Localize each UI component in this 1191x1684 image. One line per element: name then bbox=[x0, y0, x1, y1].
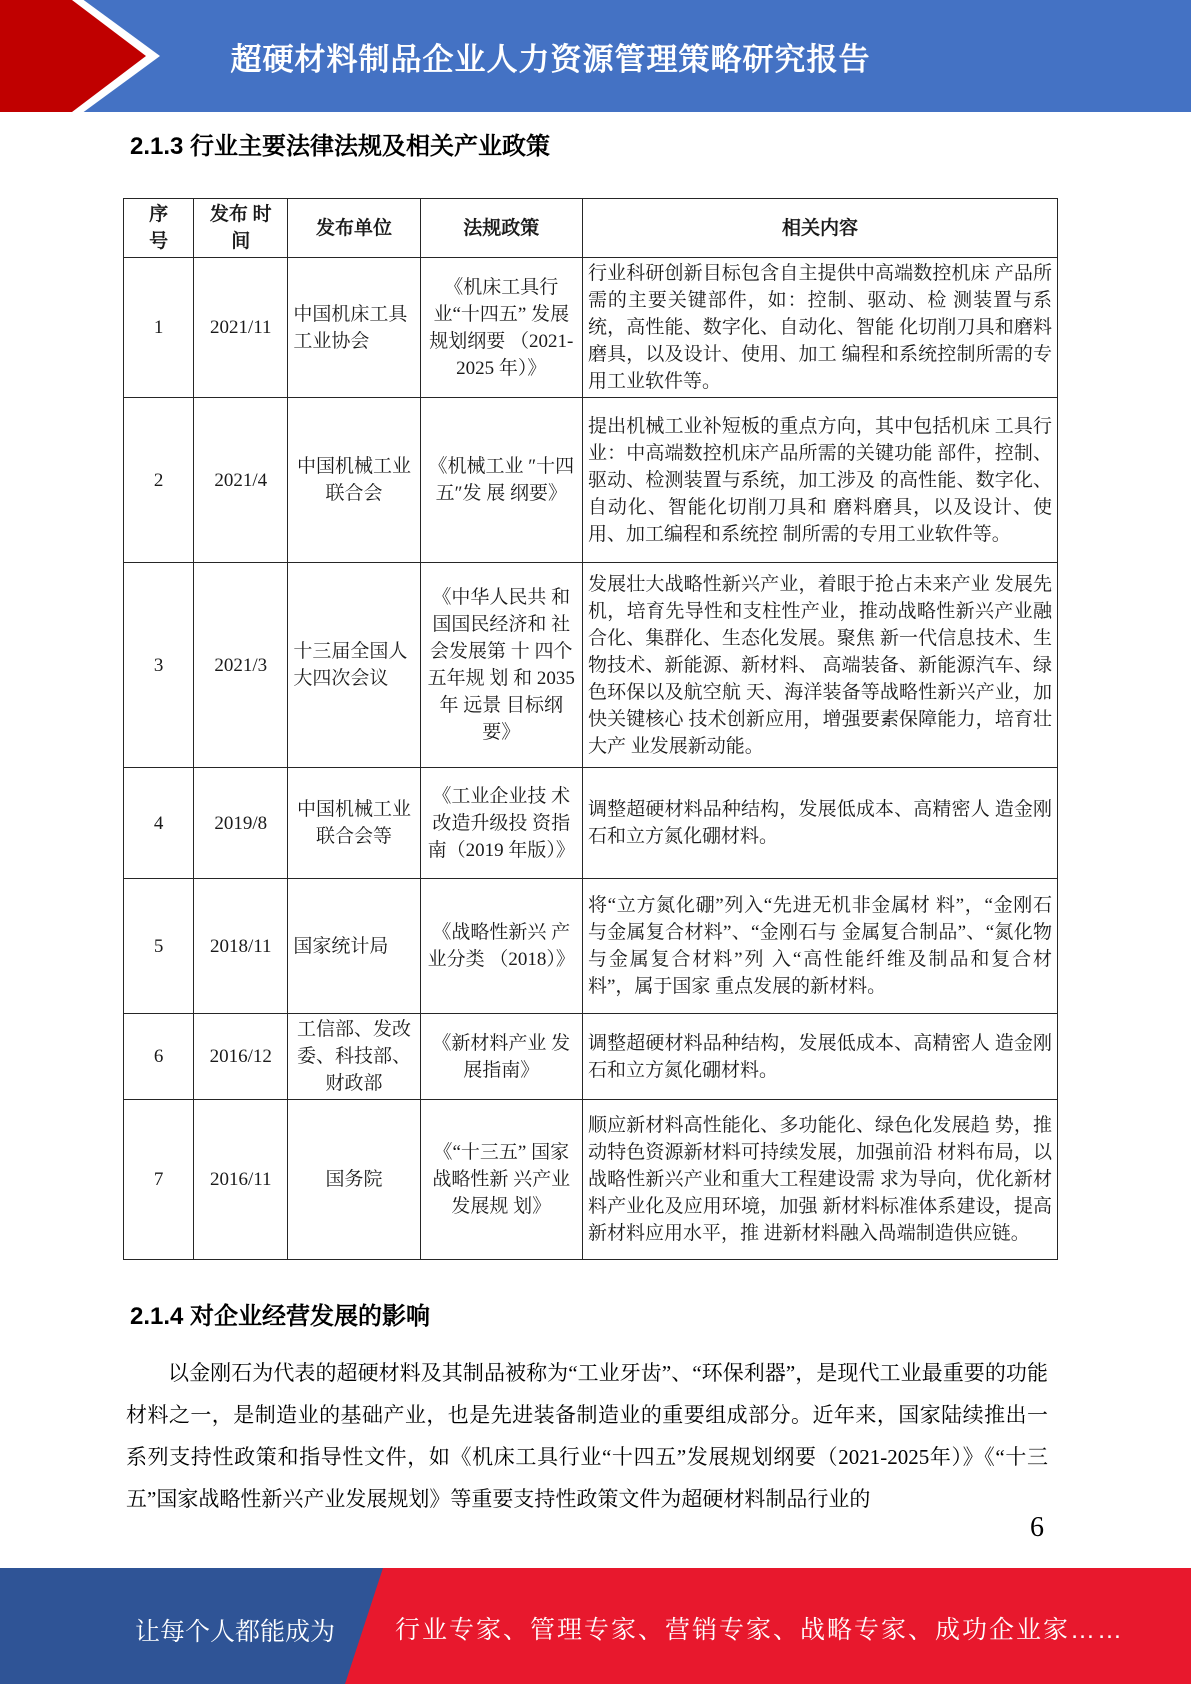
cell-policy: 《工业企业技 术改造升级投 资指南（2019 年版）》 bbox=[420, 768, 582, 879]
cell-org: 工信部、发改委、科技部、财政部 bbox=[288, 1014, 420, 1100]
col-header-date: 发布 时间 bbox=[194, 199, 288, 258]
regulations-table bbox=[123, 198, 1058, 1260]
table-row bbox=[124, 1100, 1058, 1260]
footer-slogan-right: 行业专家、管理专家、营销专家、战略专家、成功企业家…… bbox=[395, 1616, 1125, 1644]
col-header-no: 序号 bbox=[124, 199, 194, 258]
cell-org: 国务院 bbox=[288, 1100, 420, 1260]
cell-content: 调整超硬材料品种结构，发展低成本、高精密人 造金刚石和立方氮化硼材料。 bbox=[582, 768, 1057, 879]
cell-content: 提出机械工业补短板的重点方向，其中包括机床 工具行业：中高端数控机床产品所需的关键功能 部件，控制、驱动、检测装置与系统，加工涉及 的高性能、数字化、自动化、智能化切削刀具和 磨料磨具，以及设计、使用、加工编程和系统控 制所需的专用工业软件等。 bbox=[582, 398, 1057, 563]
col-header-org: 发布单位 bbox=[288, 199, 420, 258]
cell-date: 2021/11 bbox=[194, 258, 288, 398]
cell-content: 调整超硬材料品种结构，发展低成本、高精密人 造金刚石和立方氮化硼材料。 bbox=[582, 1014, 1057, 1100]
cell-org: 中国机床工具工业协会 bbox=[288, 258, 420, 398]
cell-policy: 《“十三五” 国家战略性新 兴产业发展规 划》 bbox=[420, 1100, 582, 1260]
header-banner bbox=[30, 0, 1191, 112]
table-row bbox=[124, 879, 1058, 1014]
cell-policy: 《机床工具行 业“十四五” 发展规划纲要 （2021-2025 年）》 bbox=[420, 258, 582, 398]
cell-no: 6 bbox=[124, 1014, 194, 1100]
cell-no: 5 bbox=[124, 879, 194, 1014]
footer-banner bbox=[0, 1568, 1191, 1684]
cell-no: 3 bbox=[124, 563, 194, 768]
page-number: 6 bbox=[1030, 1512, 1044, 1543]
table-row bbox=[124, 768, 1058, 879]
cell-date: 2021/4 bbox=[194, 398, 288, 563]
cell-no: 4 bbox=[124, 768, 194, 879]
cell-org: 中国机械工业联合会等 bbox=[288, 768, 420, 879]
cell-no: 1 bbox=[124, 258, 194, 398]
report-title: 超硬材料制品企业人力资源管理策略研究报告 bbox=[230, 41, 871, 77]
cell-policy: 《新材料产业 发展指南》 bbox=[420, 1014, 582, 1100]
table-row bbox=[124, 1014, 1058, 1100]
cell-date: 2016/12 bbox=[194, 1014, 288, 1100]
cell-no: 7 bbox=[124, 1100, 194, 1260]
cell-content: 顺应新材料高性能化、多功能化、绿色化发展趋 势，推动特色资源新材料可持续发展，加强前沿 材料布局，以战略性新兴产业和重大工程建设需 求为导向，优化新材料产业化及应用环境，加强 新材料标准体系建设，提高新材料应用水平，推 进新材料融入咼端制造供应链。 bbox=[582, 1100, 1057, 1260]
cell-date: 2016/11 bbox=[194, 1100, 288, 1260]
cell-content: 行业科研创新目标包含自主提供中高端数控机床 产品所需的主要关键部件，如：控制、驱动、检 测装置与系统，高性能、数字化、自动化、智能 化切削刀具和磨料磨具，以及设计、使用、加工 编程和系统控制所需的专用工业软件等。 bbox=[582, 258, 1057, 398]
section-heading-213: 2.1.3 行业主要法律法规及相关产业政策 bbox=[130, 133, 551, 160]
table-row bbox=[124, 258, 1058, 398]
table-row bbox=[124, 398, 1058, 563]
chevron-arrow-icon bbox=[0, 0, 200, 112]
footer-slogan-left: 让每个人都能成为 bbox=[135, 1618, 336, 1646]
cell-date: 2021/3 bbox=[194, 563, 288, 768]
col-header-policy: 法规政策 bbox=[420, 199, 582, 258]
section-heading-214: 2.1.4 对企业经营发展的影响 bbox=[130, 1303, 431, 1330]
cell-policy: 《战略性新兴 产业分类 （2018）》 bbox=[420, 879, 582, 1014]
cell-date: 2018/11 bbox=[194, 879, 288, 1014]
cell-date: 2019/8 bbox=[194, 768, 288, 879]
cell-content: 将“立方氮化硼”列入“先进无机非金属材 料”，“金刚石与金属复合材料”、“金刚石与 金属复合制品”、“氮化物与金属复合材料”列 入“高性能纤维及制品和复合材料”，属于国家 重点发展的新材料。 bbox=[582, 879, 1057, 1014]
table-header-row bbox=[124, 199, 1058, 258]
cell-policy: 《机械工业 ″十四五″发 展 纲要》 bbox=[420, 398, 582, 563]
cell-no: 2 bbox=[124, 398, 194, 563]
cell-content: 发展壮大战略性新兴产业，着眼于抢占未来产业 发展先机，培育先导性和支柱性产业，推动战略性新兴产业融合化、集群化、生态化发展。聚焦 新一代信息技术、生物技术、新能源、新材料、 高端装备、新能源汽车、绿色环保以及航空航 天、海洋装备等战略性新兴产业，加快关键核心 技术创新应用，增强要素保障能力，培育壮大产 业发展新动能。 bbox=[582, 563, 1057, 768]
table-row bbox=[124, 563, 1058, 768]
body-paragraph: 以金刚石为代表的超硬材料及其制品被称为“工业牙齿”、“环保利器”，是现代工业最重要的功能材料之一，是制造业的基础产业，也是先进装备制造业的重要组成部分。近年来，国家陆续推出一系列支持性政策和指导性文件，如《机床工具行业“十四五”发展规划纲要（2021-2025年）》《“十三五”国家战略性新兴产业发展规划》等重要支持性政策文件为超硬材料制品行业的 bbox=[126, 1361, 1048, 1511]
cell-org: 中国机械工业联合会 bbox=[288, 398, 420, 563]
col-header-content: 相关内容 bbox=[582, 199, 1057, 258]
cell-org: 十三届全国人大四次会议 bbox=[288, 563, 420, 768]
cell-policy: 《中华人民共 和国国民经济和 社会发展第 十 四个五年规 划 和 2035 年 远景 目标纲 要》 bbox=[420, 563, 582, 768]
cell-org: 国家统计局 bbox=[288, 879, 420, 1014]
